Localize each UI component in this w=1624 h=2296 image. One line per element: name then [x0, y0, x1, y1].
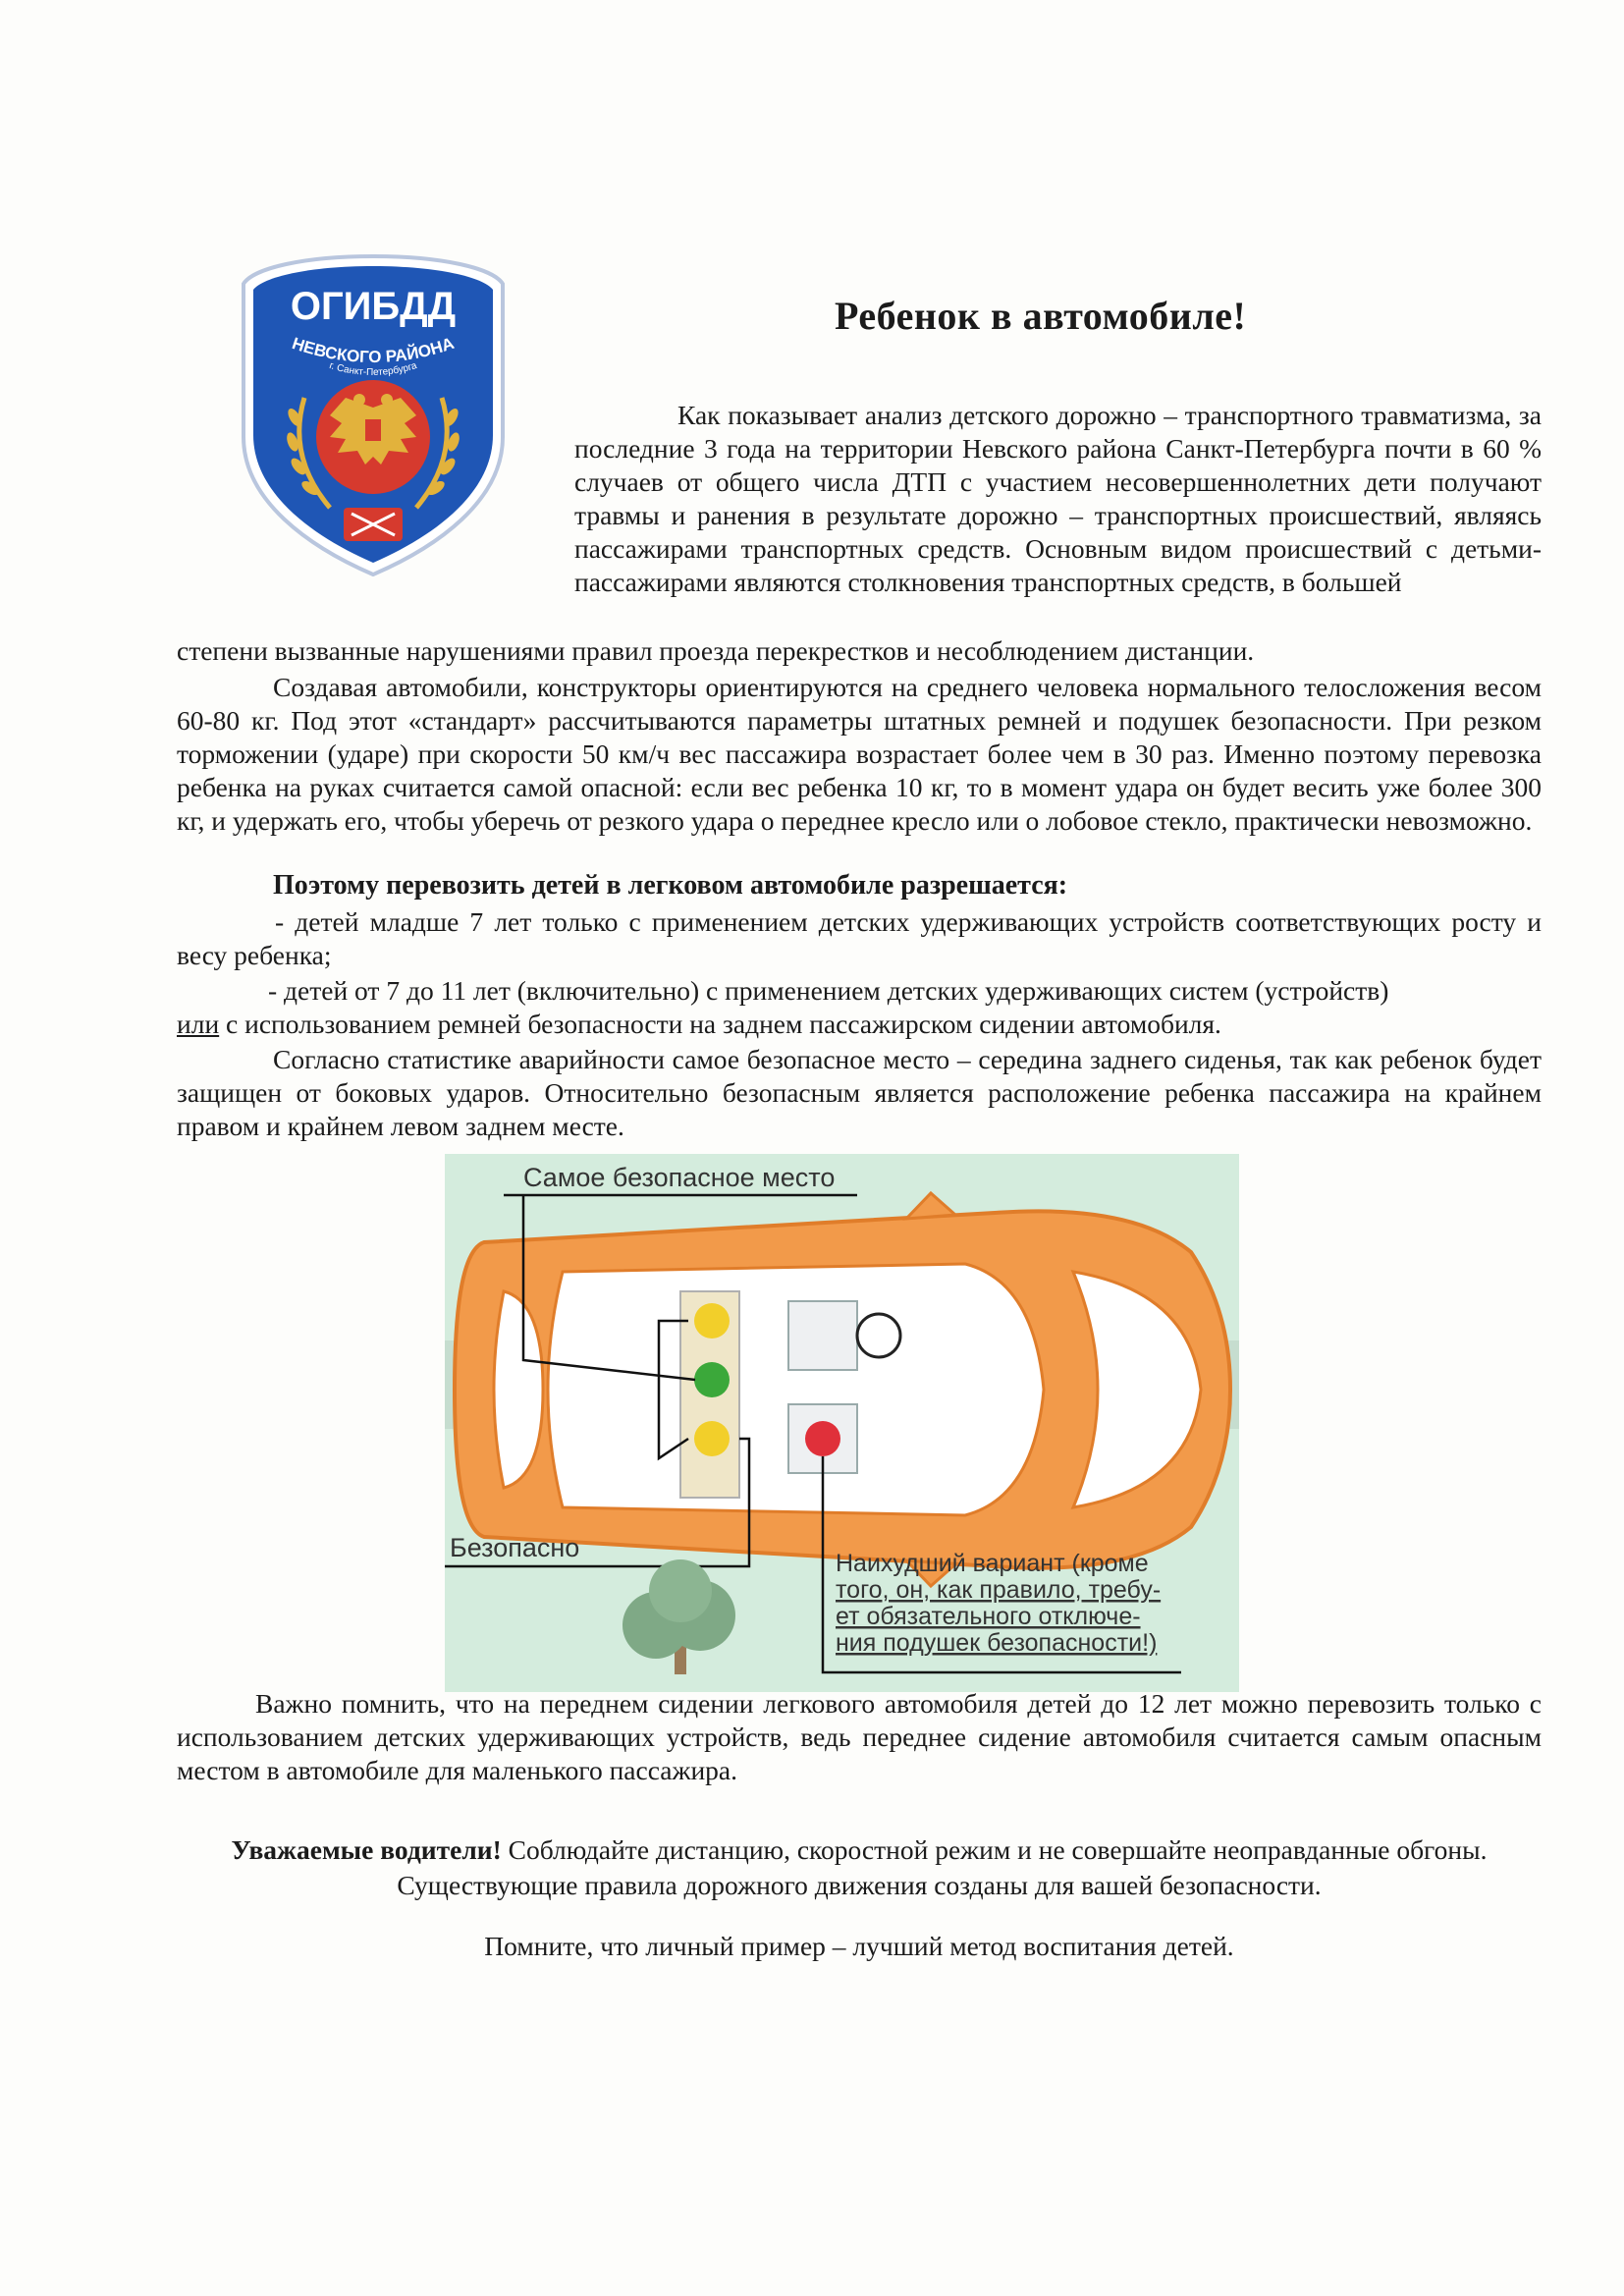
allowed-heading: Поэтому перевозить детей в легковом автомобиле разрешается:: [273, 870, 1068, 901]
emblem-city: г. Санкт-Петербурга: [327, 360, 419, 379]
svg-text:того, он, как правило, требу-: того, он, как правило, требу-: [836, 1576, 1162, 1604]
label-worst-option: [836, 1550, 1161, 1657]
closing-last-line: Помните, что личный пример – лучший метод воспитания детей.: [484, 1931, 1234, 1961]
label-safest-place: Самое безопасное место: [523, 1163, 836, 1192]
ogibdd-emblem: [236, 250, 511, 579]
closing-appeal: Уважаемые водители! Соблюдайте дистанцию, скоростной режим и не совершайте неоправданные обгоны. Существующие правила дорожного движения созданы для вашей безопасности.: [231, 1834, 1488, 1900]
statistics-paragraph: Согласно статистике аварийности самое безопасное место – середина заднего сиденья, так как ребенок будет защищен от боковых ударов. Относительно безопасным является расположение ребенка пассажира на крайнем правом и крайнем левом заднем месте.: [177, 1044, 1542, 1141]
emblem-title: ОГИБДД: [290, 285, 457, 328]
seat-marker-yellow: [694, 1303, 730, 1339]
intro-paragraph-end: степени вызванные нарушениями правил проезда перекрестков и несоблюдением дистанции.: [177, 635, 1255, 666]
page-title: Ребенок в автомобиле!: [835, 294, 1247, 338]
front-seat-driver: [788, 1301, 857, 1370]
front-seat-paragraph: Важно помнить, что на переднем сидении легкового автомобиля детей до 12 лет можно перевозить только с использованием детских удерживающих устройств, ведь переднее сидение автомобиля считается самым опасным местом в автомобиле для маленького пассажира.: [177, 1688, 1542, 1785]
seat-marker-red: [805, 1421, 840, 1456]
rule-item-under-7: - детей младше 7 лет только с применением детских удерживающих устройств соответствующих росту и весу ребенка;: [177, 906, 1542, 970]
intro-paragraph: Как показывает анализ детского дорожно – транспортного травматизма, за последние 3 года на территории Невского района Санкт-Петербурга почти в 60 % случаев от общего числа ДТП с участием несовершеннолетних дети получают травмы и ранения в результате дорожно – транспортных происшествий, являясь пассажирами транспортных средств. Основным видом происшествий с детьми-пассажирами являются столкновения транспортных средств, в большей: [574, 400, 1542, 597]
svg-text:ния подушек безопасности!): ния подушек безопасности!): [836, 1629, 1158, 1657]
rule-item-7-to-11: - детей от 7 до 11 лет (включительно) с применением детских удерживающих систем (устройств) или с использованием ремней безопасности на заднем пассажирском сидении автомобиля.: [177, 975, 1389, 1039]
standard-paragraph: Создавая автомобили, конструкторы ориентируются на среднего человека нормального телосложения весом 60-80 кг. Под этот «стандарт» рассчитываются параметры штатных ремней и подушек безопасности. При резком торможении (ударе) при скорости 50 км/ч вес пассажира возрастает более чем в 30 раз. Именно поэтому перевозка ребенка на руках считается самой опасной: если вес ребенка 10 кг, то в момент удара он будет весить уже более 300 кг, и удержать его, чтобы уберечь от резкого удара о переднее кресло или о лобовое стекло, практически невозможно.: [177, 672, 1542, 836]
seat-marker-green: [694, 1362, 730, 1397]
svg-text:ет обязательного отключе-: ет обязательного отключе-: [836, 1603, 1141, 1630]
emblem-subtitle: НЕВСКОГО РАЙОНА: [290, 333, 457, 367]
seat-marker-yellow: [694, 1421, 730, 1456]
car-seat-diagram: [445, 1154, 1239, 1692]
label-safe: Безопасно: [450, 1533, 580, 1562]
svg-text:Наихудший вариант (кроме: Наихудший вариант (кроме: [836, 1550, 1149, 1577]
